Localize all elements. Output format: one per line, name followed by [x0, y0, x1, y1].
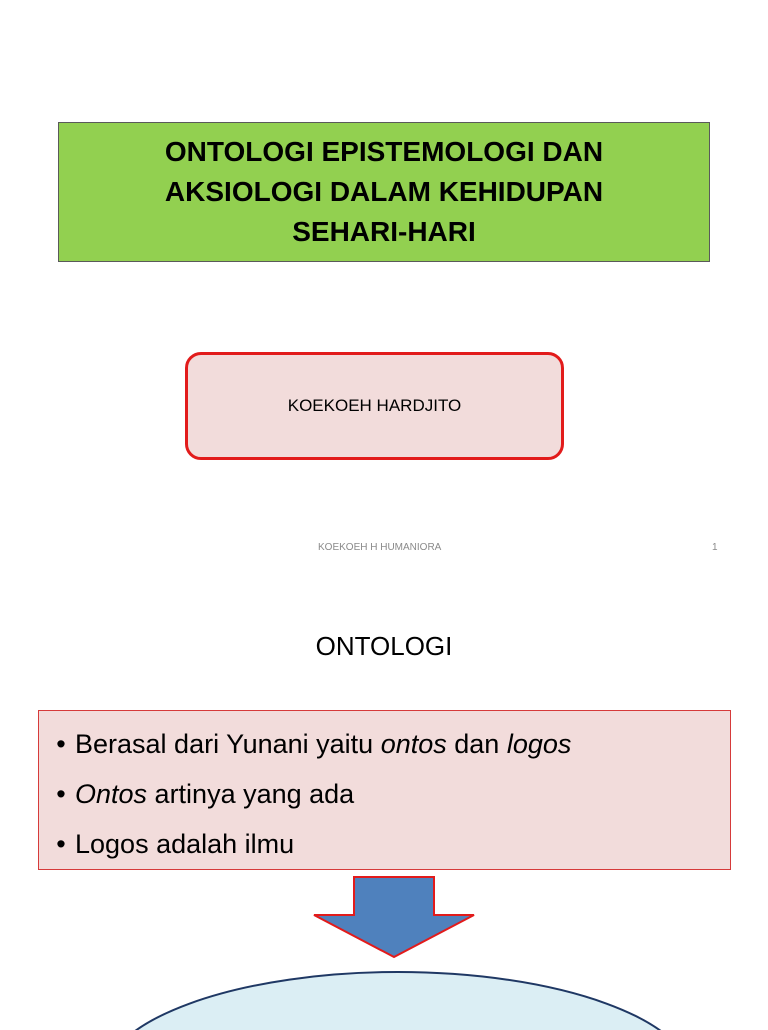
- bullet-text: artinya yang ada: [147, 779, 355, 809]
- bullet-box: [38, 710, 731, 870]
- bullet-dot: •: [56, 779, 66, 809]
- bullet-item: [47, 769, 730, 819]
- bullet-italic: logos: [506, 729, 572, 759]
- section-heading: ONTOLOGI: [315, 631, 453, 661]
- bullet-item: [47, 719, 730, 769]
- page-number: 1: [712, 542, 718, 553]
- bullet-dot: •: [56, 729, 66, 759]
- down-arrow-shape: [314, 877, 474, 957]
- author-name: KOEKOEH HARDJITO: [287, 396, 462, 415]
- author-box: [185, 352, 564, 460]
- bullet-list: [47, 719, 730, 869]
- slide-2: [0, 580, 768, 1024]
- bullet-italic: Ontos: [75, 779, 148, 809]
- footer-text: KOEKOEH H HUMANIORA: [318, 542, 442, 553]
- bullet-text: Logos adalah ilmu: [75, 829, 295, 859]
- bullet-dot: •: [56, 829, 66, 859]
- ellipse-outline: [103, 972, 693, 1030]
- title-box: [58, 122, 710, 262]
- slide-title: ONTOLOGI EPISTEMOLOGI DAN AKSIOLOGI DALAM KEHIDUPAN SEHARI-HARI: [164, 136, 604, 247]
- down-arrow-icon: [312, 875, 478, 959]
- bullet-text: dan: [446, 729, 507, 759]
- bullet-text: Berasal dari Yunani yaitu: [75, 729, 381, 759]
- ellipse-shape: [98, 970, 698, 1030]
- bullet-italic: ontos: [380, 729, 447, 759]
- bullet-item: [47, 819, 730, 869]
